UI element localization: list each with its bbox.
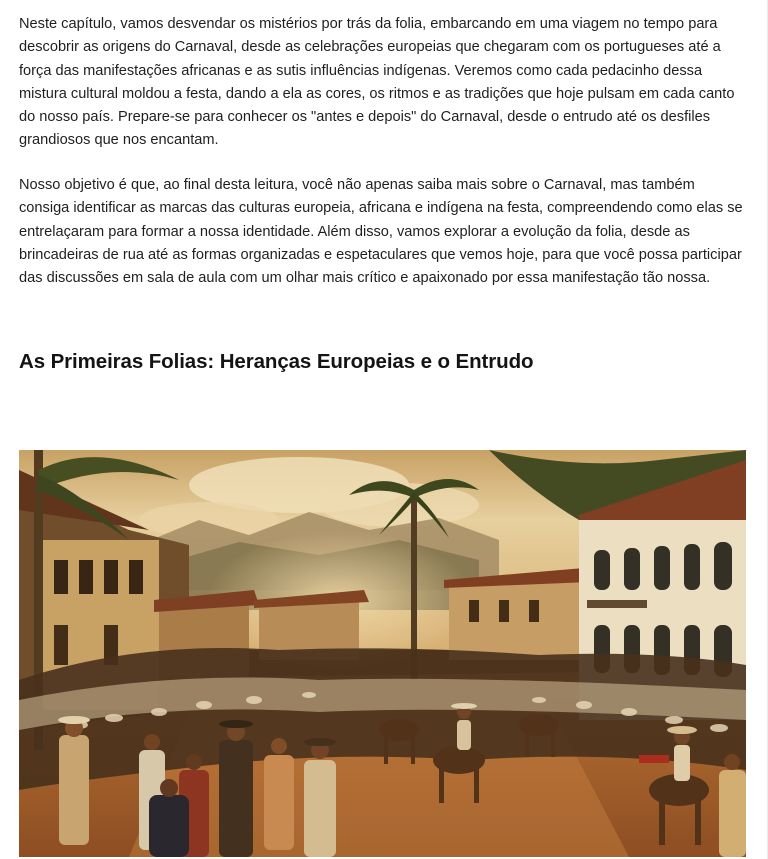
objective-paragraph: Nosso objetivo é que, ao final desta leitura, você não apenas saiba mais sobre o Carnaval, mas também consiga identificar as marcas das culturas europeia, africana e indígena na festa, compreendendo como elas se entrelaçaram para formar a nossa identidade. Além disso, vamos explorar a evolução da folia, desde as brincadeiras de rua até as formas organizadas e espetaculares que vemos hoje, para que você possa participar das discussões em sala de aula com um olhar mais crítico e apaixonado por essa manifestação tão nossa. [19,177,743,287]
colonial-carnival-illustration [19,450,746,857]
intro-paragraph: Neste capítulo, vamos desvendar os mistérios por trás da folia, embarcando em uma viagem no tempo para descobrir as origens do Carnaval, desde as celebrações europeias que chegaram com os portugueses até a força das manifestações africanas e as sutis influências indígenas. Veremos como cada pedacinho dessa mistura cultural moldou a festa, dando a ela as cores, os ritmos e as tradições que hoje pulsam em cada canto do nosso país. Prepare-se para conhecer os "antes e depois" do Carnaval, desde o entrudo até os desfiles grandiosos que nos encantam. [19,16,735,149]
section-heading: As Primeiras Folias: Heranças Europeias e o Entrudo [19,350,534,373]
